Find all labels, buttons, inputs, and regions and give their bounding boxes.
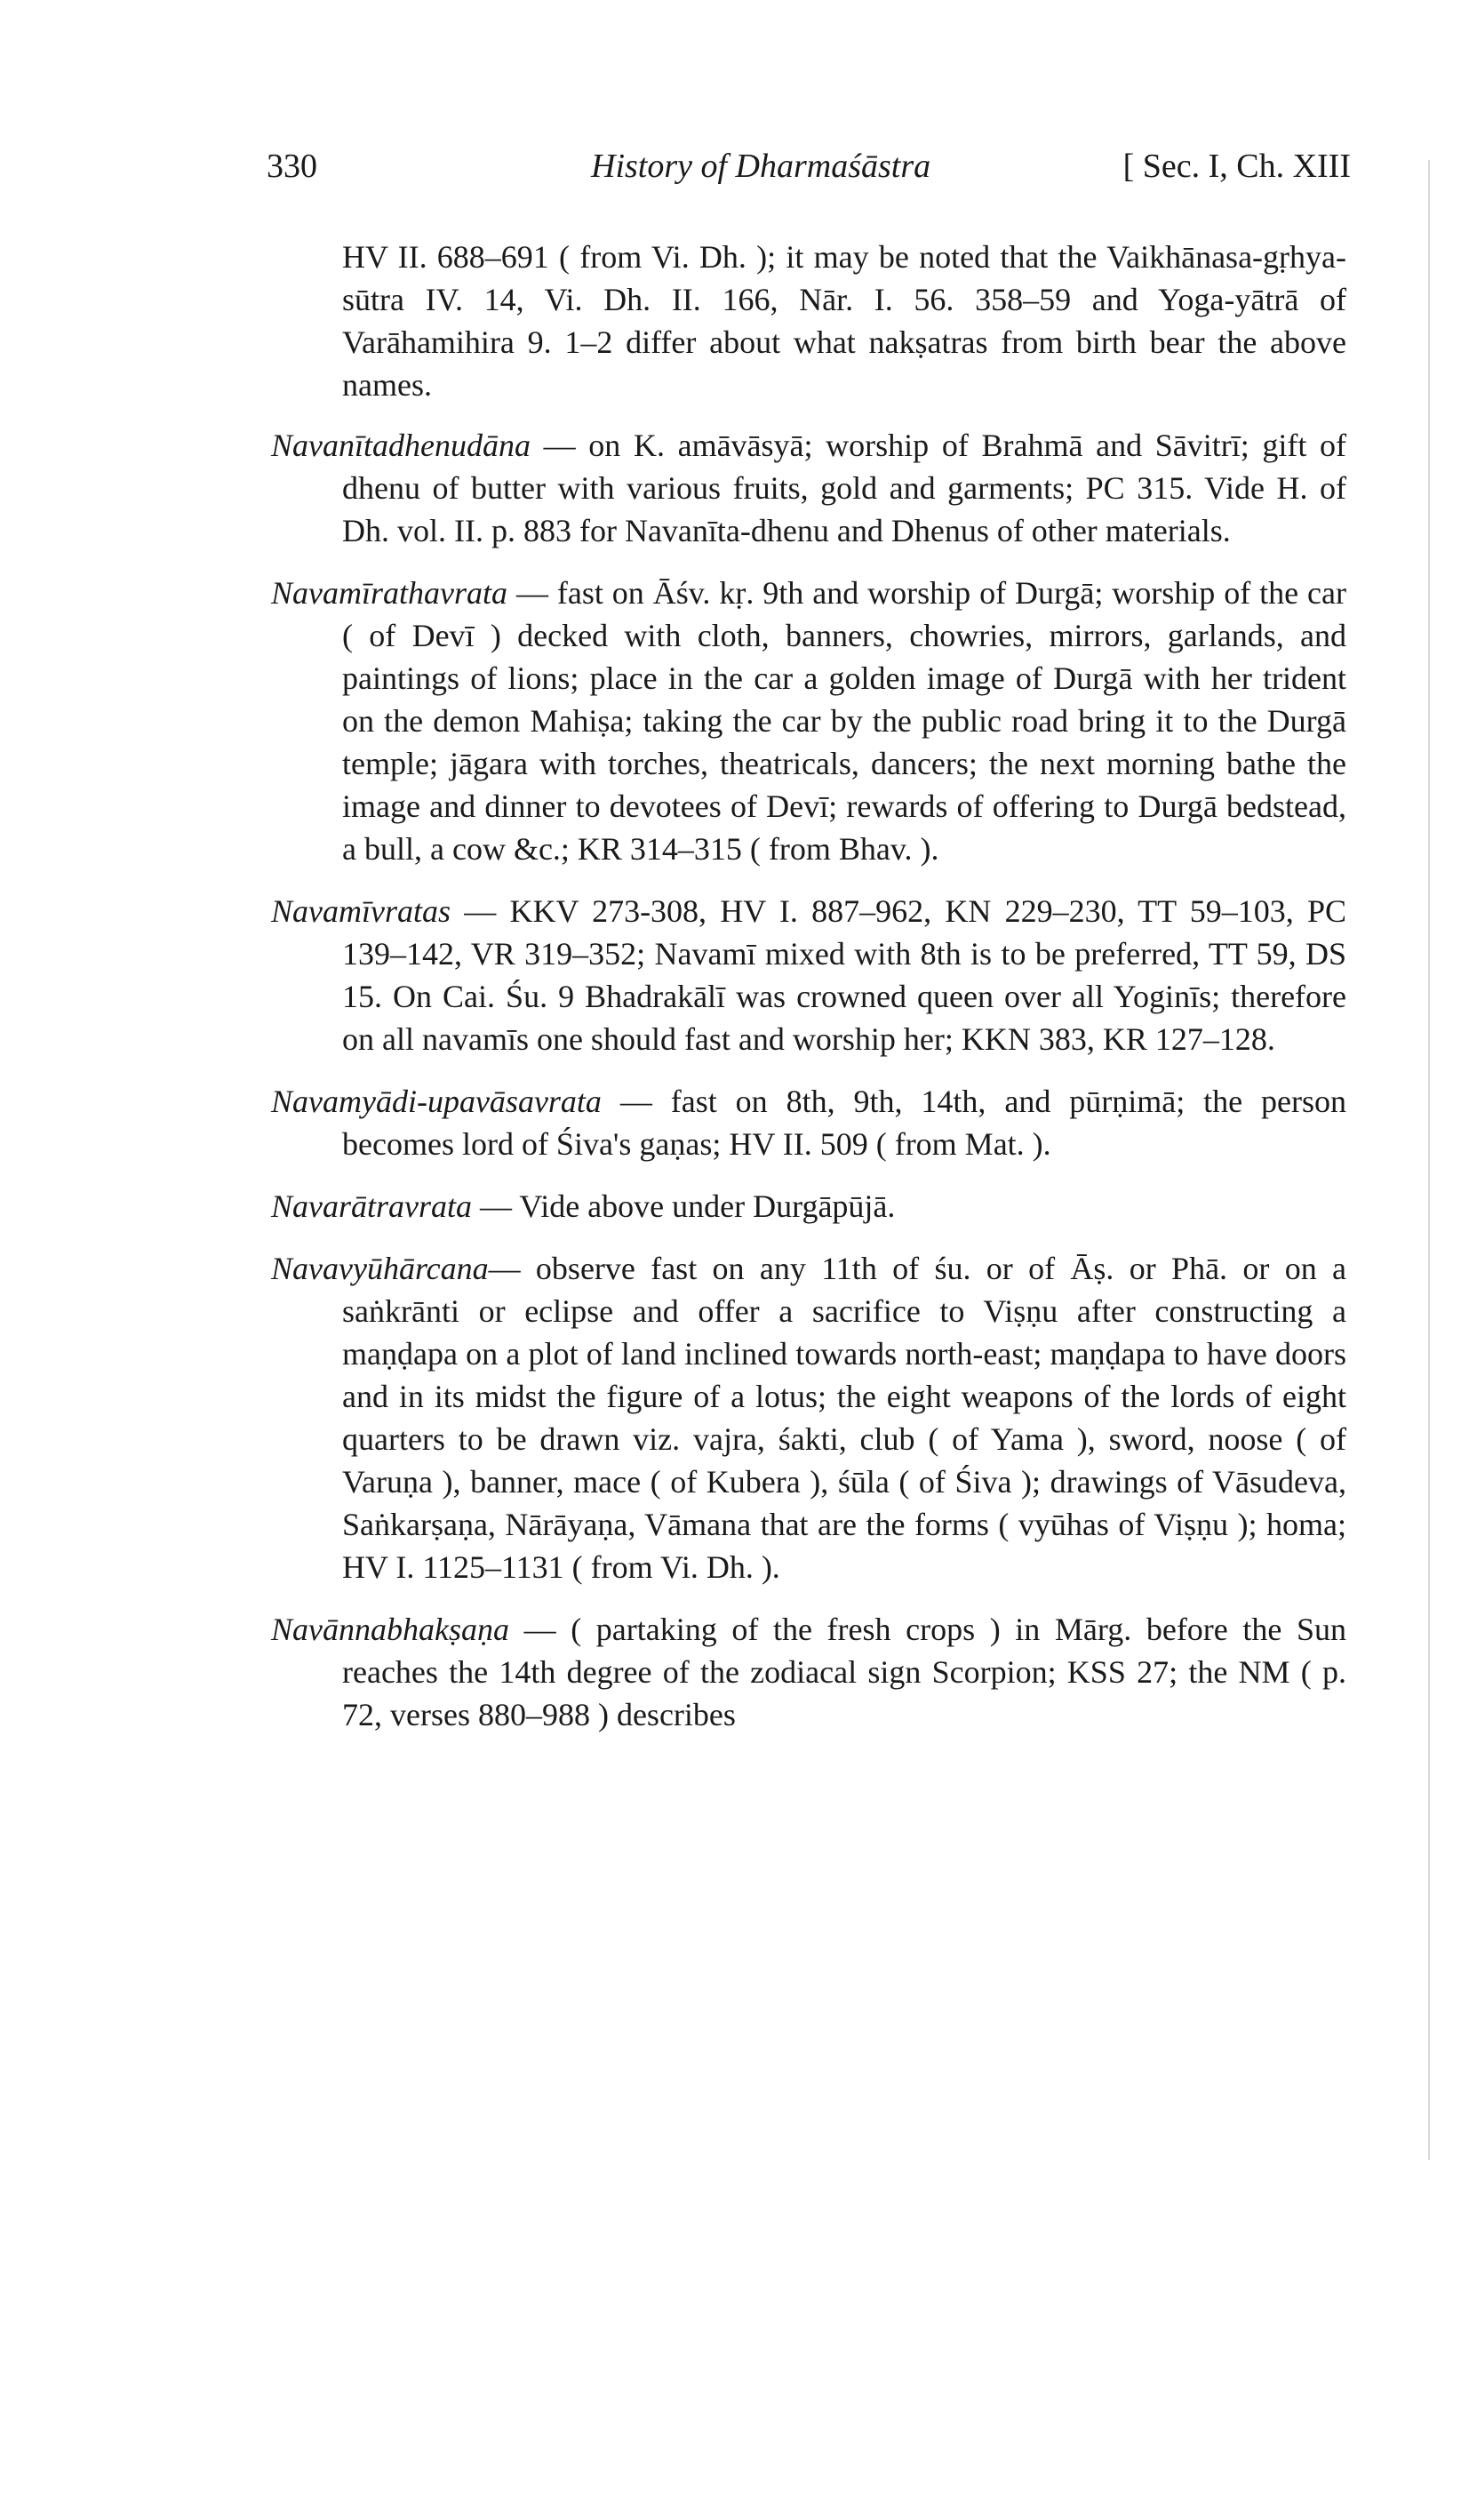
entry-headword: Navamīrathavrata: [271, 575, 507, 611]
entry-navamyadi-upavasavrata: [271, 1080, 1346, 1165]
entry-headword: Navānnabhakṣaṇa: [271, 1612, 509, 1647]
entry-headword: Navavyūhārcana: [271, 1251, 489, 1286]
entry-navamirathavrata: [271, 572, 1346, 870]
entry-headword: Navarātravrata: [271, 1188, 473, 1224]
entry-text: — observe fast on any 11th of śu. or of Āṣ. or Phā. or on a saṅkrānti or eclipse and offer a sacrifice to Viṣṇu after constructing a maṇḍapa on a plot of land inclined towards north-east; maṇḍapa to have doors and in its midst the figure of a lotus; the eight weapons of the lords of eight quarters to be drawn viz. vajra, śakti, club ( of Yama ), sword, noose ( of Varuṇa ), banner, mace ( of Kubera ), śūla ( of Śiva ); drawings of Vāsudeva, Saṅkarṣaṇa, Nārāyaṇa, Vāmana that are the forms ( vyūhas of Viṣṇu ); homa; HV I. 1125–1131 ( from Vi. Dh. ).: [342, 1251, 1346, 1585]
running-title: History of Dharmaśāstra: [591, 148, 931, 185]
entry-text: — fast on Āśv. kṛ. 9th and worship of Durgā; worship of the car ( of Devī ) decked with cloth, banners, chowries, mirrors, garlands, and paintings of lions; place in the car a golden image of Durgā with her trident on the demon Mahiṣa; taking the car by the public road bring it to the Durgā temple; jāgara with torches, theatricals, dancers; the next morning bathe the image and dinner to devotees of Devī; rewards of offering to Durgā bedstead, a bull, a cow &c.; KR 314–315 ( from Bhav. ).: [342, 575, 1347, 867]
entry-text: — Vide above under Durgāpūjā.: [480, 1188, 896, 1224]
entry-headword: Navamīvratas: [271, 893, 451, 929]
entry-navavyuharcana: [271, 1247, 1346, 1588]
entry-navaratravrata: [271, 1185, 1346, 1228]
entry-navannabhaksana: [271, 1608, 1346, 1736]
entry-navanitadhenudana: [271, 424, 1346, 552]
entry-text: — on K. amāvāsyā; worship of Brahmā and Sāvitrī; gift of dhenu of butter with various fruits, gold and garments; PC 315. Vide H. of Dh. vol. II. p. 883 for Navanīta-dhenu and Dhenus of other materials.: [342, 428, 1347, 548]
entry-text: — ( partaking of the fresh crops ) in Mārg. before the Sun reaches the 14th degree of the zodiacal sign Scorpion; KSS 27; the NM ( p. 72, verses 880–988 ) describes: [342, 1612, 1346, 1732]
page-number: 330: [267, 148, 317, 185]
entry-text: — fast on 8th, 9th, 14th, and pūrṇimā; the person becomes lord of Śiva's gaṇas; HV II. 509 ( from Mat. ).: [342, 1084, 1346, 1162]
continuation-paragraph: HV II. 688–691 ( from Vi. Dh. ); it may be noted that the Vaikhānasa-gṛhya-sūtra IV. 14, Vi. Dh. II. 166, Nār. I. 56. 358–59 and Yoga-yātrā of Varāhamihira 9. 1–2 differ about what nakṣatras from birth bear the above names.: [342, 239, 1346, 403]
entry-navamivratas: [271, 890, 1346, 1060]
page-edge-line: [1428, 160, 1430, 2160]
section-reference: [ Sec. I, Ch. XIII: [1122, 148, 1351, 185]
entry-text: — KKV 273-308, HV I. 887–962, KN 229–230, TT 59–103, PC 139–142, VR 319–352; Navamī mixed with 8th is to be preferred, TT 59, DS 15. On Cai. Śu. 9 Bhadrakālī was crowned queen over all Yoginīs; therefore on all navamīs one should fast and worship her; KKN 383, KR 127–128.: [342, 893, 1347, 1057]
page-body: [271, 236, 1346, 1756]
page-header: [267, 147, 1351, 200]
entry-headword: Navanītadhenudāna: [271, 428, 531, 463]
entry-headword: Navamyādi-upavāsavrata: [271, 1084, 602, 1119]
